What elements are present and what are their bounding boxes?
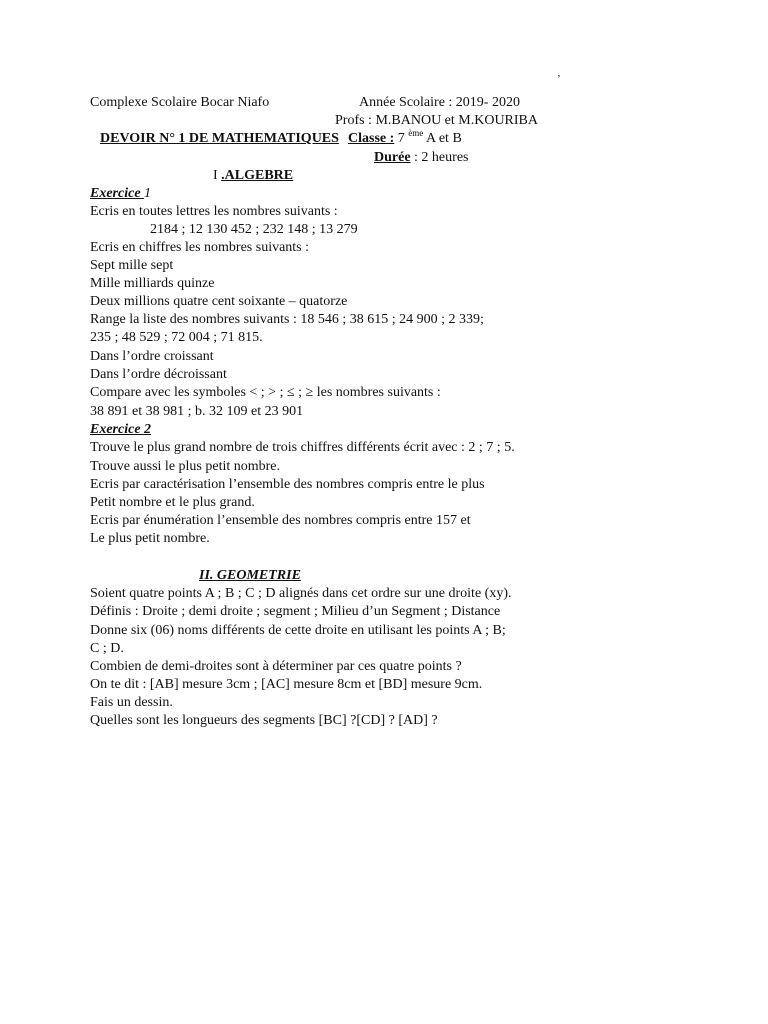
geometry-line: C ; D.: [90, 641, 124, 656]
exercise-2-line: Petit nombre et le plus grand.: [90, 495, 255, 510]
exercise-2-line: Trouve le plus grand nombre de trois chiffres différents écrit avec : 2 ; 7 ; 5.: [90, 440, 515, 455]
class-number: 7: [394, 131, 409, 146]
exercise-2-title: Exercice 2: [90, 422, 152, 437]
class-groups: A et B: [423, 131, 462, 146]
duration-label: Durée: [374, 150, 411, 165]
school-name: Complexe Scolaire Bocar Niafo: [90, 95, 270, 110]
exercise-1-line: Dans l’ordre décroissant: [90, 367, 227, 382]
class-info: [348, 130, 462, 148]
section-geometrie-title: II. GEOMETRIE: [199, 568, 301, 583]
geometry-line: Quelles sont les longueurs des segments [BC] ?[CD] ? [AD] ?: [90, 713, 438, 728]
duration-value: : 2 heures: [410, 150, 469, 165]
geometry-line: On te dit : [AB] mesure 3cm ; [AC] mesure 8cm et [BD] mesure 9cm.: [90, 677, 483, 692]
geometry-line: Fais un dessin.: [90, 695, 173, 710]
exercise-1-line: Range la liste des nombres suivants : 18 546 ; 38 615 ; 24 900 ; 2 339;: [90, 312, 484, 327]
exercise-2-line: Ecris par caractérisation l’ensemble des nombres compris entre le plus: [90, 477, 485, 492]
exercise-1-line: 2184 ; 12 130 452 ; 232 148 ; 13 279: [150, 222, 358, 237]
geometry-line: Combien de demi-droites sont à déterminer par ces quatre points ?: [90, 659, 462, 674]
section-algebre-title: .ALGEBRE: [221, 168, 294, 183]
exercise-1-line: 235 ; 48 529 ; 72 004 ; 71 815.: [90, 330, 263, 345]
exercise-1-line: Dans l’ordre croissant: [90, 349, 214, 364]
geometry-line: Soient quatre points A ; B ; C ; D alignés dans cet ordre sur une droite (xy).: [90, 586, 512, 601]
exercise-1-number: 1: [144, 186, 152, 201]
exercise-2-line: Le plus petit nombre.: [90, 531, 210, 546]
exam-title: DEVOIR N° 1 DE MATHEMATIQUES: [100, 131, 339, 146]
section-algebre-prefix: I: [213, 168, 222, 183]
exercise-1-line: Compare avec les symboles < ; > ; ≤ ; ≥ les nombres suivants :: [90, 385, 441, 400]
exercise-1-line: 38 891 et 38 981 ; b. 32 109 et 23 901: [90, 404, 304, 419]
section-algebre-heading: [213, 167, 293, 185]
exercise-1-heading: [90, 185, 151, 203]
class-superscript: ème: [408, 128, 424, 138]
exercise-1-line: Deux millions quatre cent soixante – quatorze: [90, 294, 348, 309]
duration: [374, 149, 468, 167]
exercise-2-line: Ecris par énumération l’ensemble des nombres compris entre 157 et: [90, 513, 471, 528]
exercise-1-line: Ecris en toutes lettres les nombres suivants :: [90, 204, 338, 219]
class-label: Classe :: [348, 131, 395, 146]
exercise-1-line: Sept mille sept: [90, 258, 174, 273]
exercise-1-line: Mille milliards quinze: [90, 276, 215, 291]
exercise-2-line: Trouve aussi le plus petit nombre.: [90, 459, 281, 474]
exercise-1-line: Ecris en chiffres les nombres suivants :: [90, 240, 310, 255]
geometry-line: Définis : Droite ; demi droite ; segment ; Milieu d’un Segment ; Distance: [90, 604, 501, 619]
exercise-1-title: Exercice: [90, 186, 145, 201]
geometry-line: Donne six (06) noms différents de cette droite en utilisant les points A ; B;: [90, 623, 506, 638]
teachers: Profs : M.BANOU et M.KOURIBA: [335, 113, 539, 128]
school-year: Année Scolaire : 2019- 2020: [359, 95, 520, 110]
stray-mark: ’: [557, 73, 561, 85]
